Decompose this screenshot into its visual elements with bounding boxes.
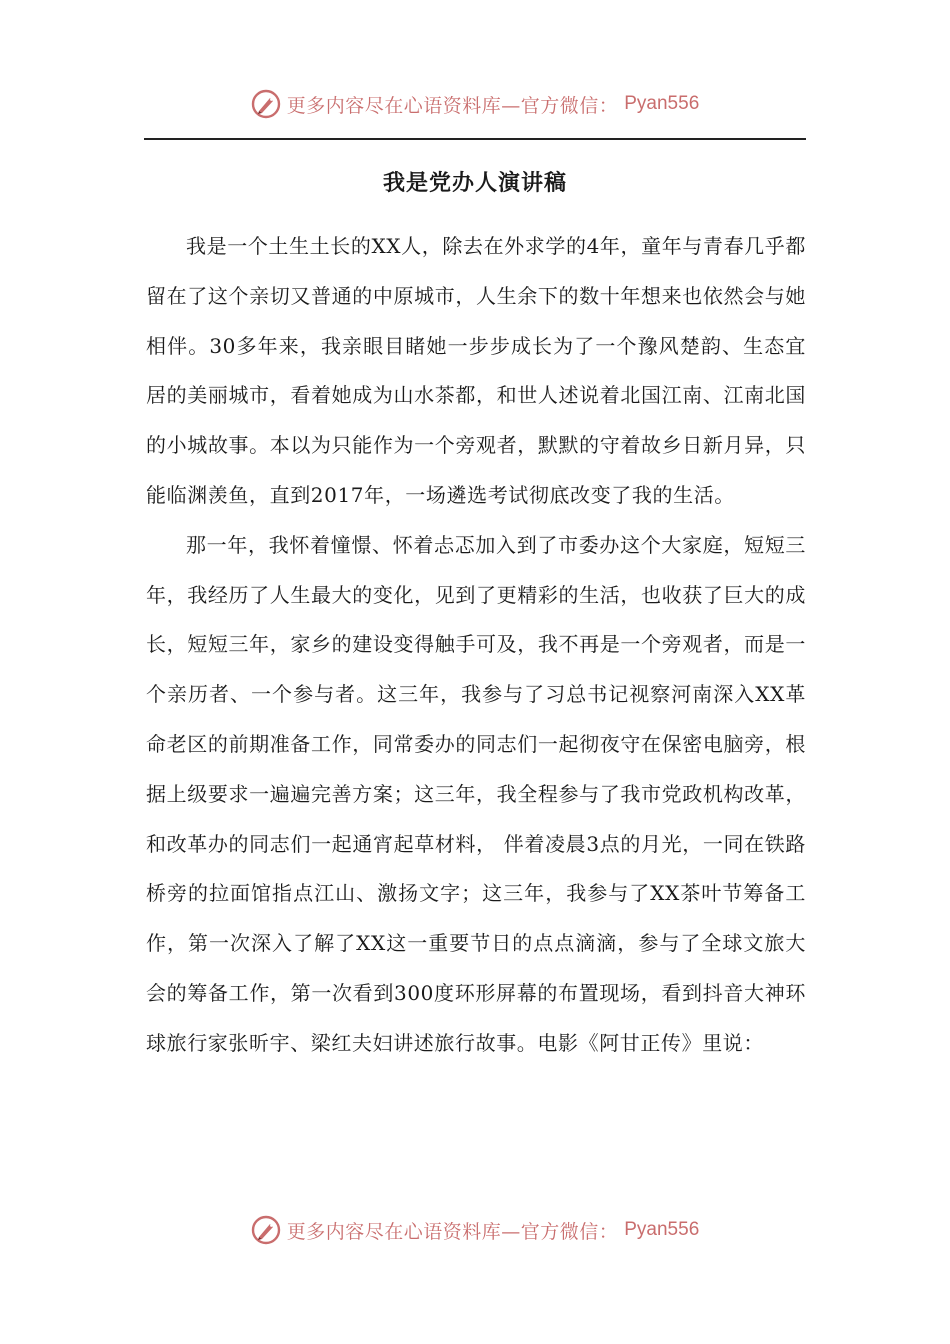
footer-banner [0,1210,950,1250]
paragraph-1: 我是一个土生土长的XX人，除去在外求学的4年，童年与青春几乎都留在了这个亲切又普通的中原城市，人生余下的数十年想来也依然会与她相伴。30多年来，我亲眼目睹她一步步成长为了一个豫风楚韵、生态宜居的美丽城市，看着她成为山水茶都，和世人述说着北国江南、江南北国的小城故事。本以为只能作为一个旁观者，默默的守着故乡日新月异，只能临渊羡鱼，直到2017年，一场遴选考试彻底改变了我的生活。 [146,234,806,507]
header-banner-text: 更多内容尽在心语资料库—官方微信： [286,94,619,117]
pen-logo-icon [251,1215,281,1245]
footer-banner-text: 更多内容尽在心语资料库—官方微信： [286,1220,619,1243]
header-banner [0,84,950,124]
header-banner-wechat-id: Pyan556 [624,93,700,114]
paragraph-2: 那一年，我怀着憧憬、怀着忐忑加入到了市委办这个大家庭，短短三年，我经历了人生最大的变化，见到了更精彩的生活，也收获了巨大的成长，短短三年，家乡的建设变得触手可及，我不再是一个旁观者，而是一个亲历者、一个参与者。这三年，我参与了习总书记视察河南深入XX革命老区的前期准备工作，同常委办的同志们一起彻夜守在保密电脑旁，根据上级要求一遍遍完善方案；这三年，我全程参与了我市党政机构改革，和改革办的同志们一起通宵起草材料， 伴着凌晨3点的月光，一同在铁路桥旁的拉面馆指点江山、激扬文字；这三年，我参与了XX茶叶节筹备工作，第一次深入了解了XX这一重要节日的点点滴滴，参与了全球文旅大会的筹备工作，第一次看到300度环形屏幕的布置现场，看到抖音大神环球旅行家张昕宇、梁红夫妇讲述旅行故事。电影《阿甘正传》里说： [146,532,806,1055]
footer-banner-wechat-id: Pyan556 [624,1219,700,1240]
header-divider [144,138,806,140]
document-body [146,222,806,1069]
pen-logo-icon [251,89,281,119]
document-title: 我是党办人演讲稿 [382,170,567,196]
